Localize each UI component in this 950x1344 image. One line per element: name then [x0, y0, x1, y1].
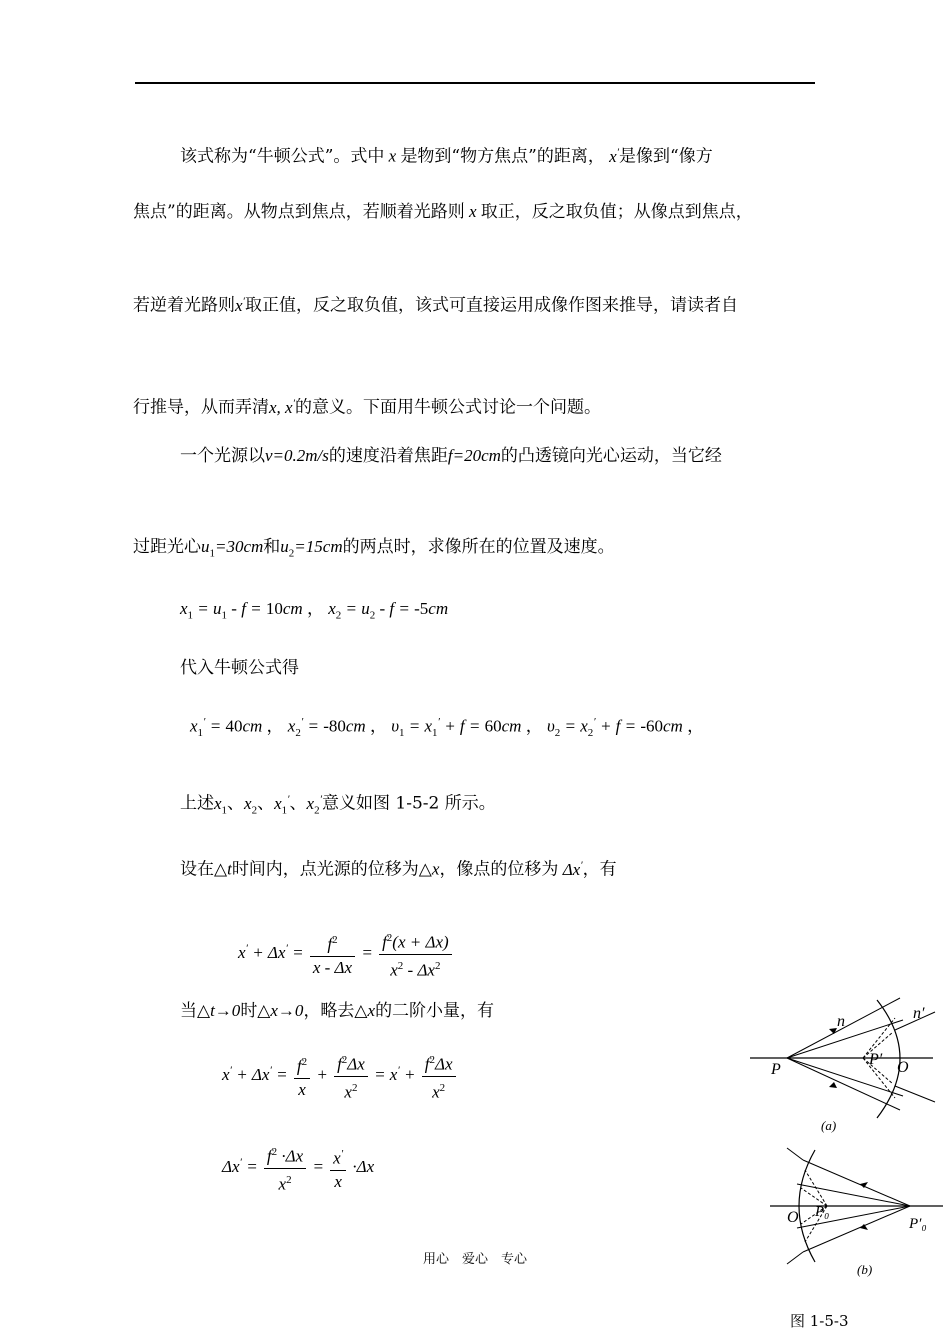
figure-a-label: (a) — [821, 1118, 837, 1133]
page-footer: 用心 爱心 专心 — [422, 1252, 527, 1267]
paragraph-line-2: 焦点”的距离。从物点到焦点，若顺着光路则 x 取正，反之取负值；从像点到焦点， — [133, 202, 753, 222]
paragraph-line-3: 若逆着光路则x′取正值，反之取负值，该式可直接运用成像作图来推导，请读者自 — [133, 295, 738, 316]
header-rule — [135, 82, 815, 84]
substitution-intro: 代入牛顿公式得 — [180, 658, 299, 678]
label-p0: P₀ — [815, 1204, 830, 1220]
figure-caption: 图 1-5-3 — [790, 1312, 849, 1330]
label-p0-prime: P′₀ — [909, 1216, 927, 1232]
figure-b-label: (b) — [857, 1262, 873, 1277]
problem-line-2: 过距光心$u_1=30cm$和$u_2=15cm$的两点时，求像所在的位置及速度。 — [133, 537, 615, 560]
displacement-line: 设在△t时间内，点光源的位移为△x，像点的位移为 Δx′，有 — [180, 859, 617, 880]
label-p: P — [771, 1061, 781, 1078]
figure-reference-line: 上述$x_1$、$x_2$、$x_1'$、$x_2'$意义如图 1-5-2 所示。 — [180, 793, 496, 817]
equation-displacement: x′ + Δx′ = $\frac{f^2}{x - \Delta x}$ = $\frac{f^2(x + \Delta x)}{x^2 - \Delta x^2}$ — [238, 928, 454, 980]
problem-line-1: 一个光源以v=0.2m/s的速度沿着焦距f=20cm的凸透镜向光心运动，当它经 — [180, 446, 722, 466]
label-o: O — [897, 1059, 909, 1076]
equation-x1-x2: $x_1 = u_1 - f = 10cm$ ， $x_2 = u_2 - f = -5cm$ — [180, 599, 449, 622]
label-p-prime: P′ — [869, 1051, 883, 1068]
label-n: n — [837, 1013, 845, 1030]
equation-approximation: x′ + Δx′ = $\frac{f^2}{x}$ + $\frac{f^2\Delta x}{x^2}$ = x′ + $\frac{f^2\Delta x}{x^2}$ — [222, 1050, 458, 1102]
limit-line: 当△t→0时△x→0，略去△x的二阶小量，有 — [180, 1001, 495, 1021]
paragraph-line-4: 行推导，从而弄清x, x′的意义。下面用牛顿公式讨论一个问题。 — [133, 397, 601, 418]
paragraph-line-1: 该式称为“牛顿公式”。式中 x 是物到“物方焦点”的距离， x′是像到“像方 — [180, 146, 713, 167]
label-n-prime: n′ — [913, 1005, 925, 1022]
equation-delta-x-prime: Δx′ = $\frac{f^2 \cdot\Delta x}{x^2}$ = $\frac{x'}{x}$ ·Δx — [222, 1142, 374, 1194]
figure-a-diagram — [745, 990, 945, 1140]
label-o-b: O — [787, 1209, 799, 1226]
equation-image-positions: $x_1' = 40cm$ ， $x_2' = -80cm$ ， $\upsilon_1 = x_1' + f = 60cm$ ， $\upsilon_2 = x_2' + f = -60cm$ ， — [190, 716, 705, 740]
